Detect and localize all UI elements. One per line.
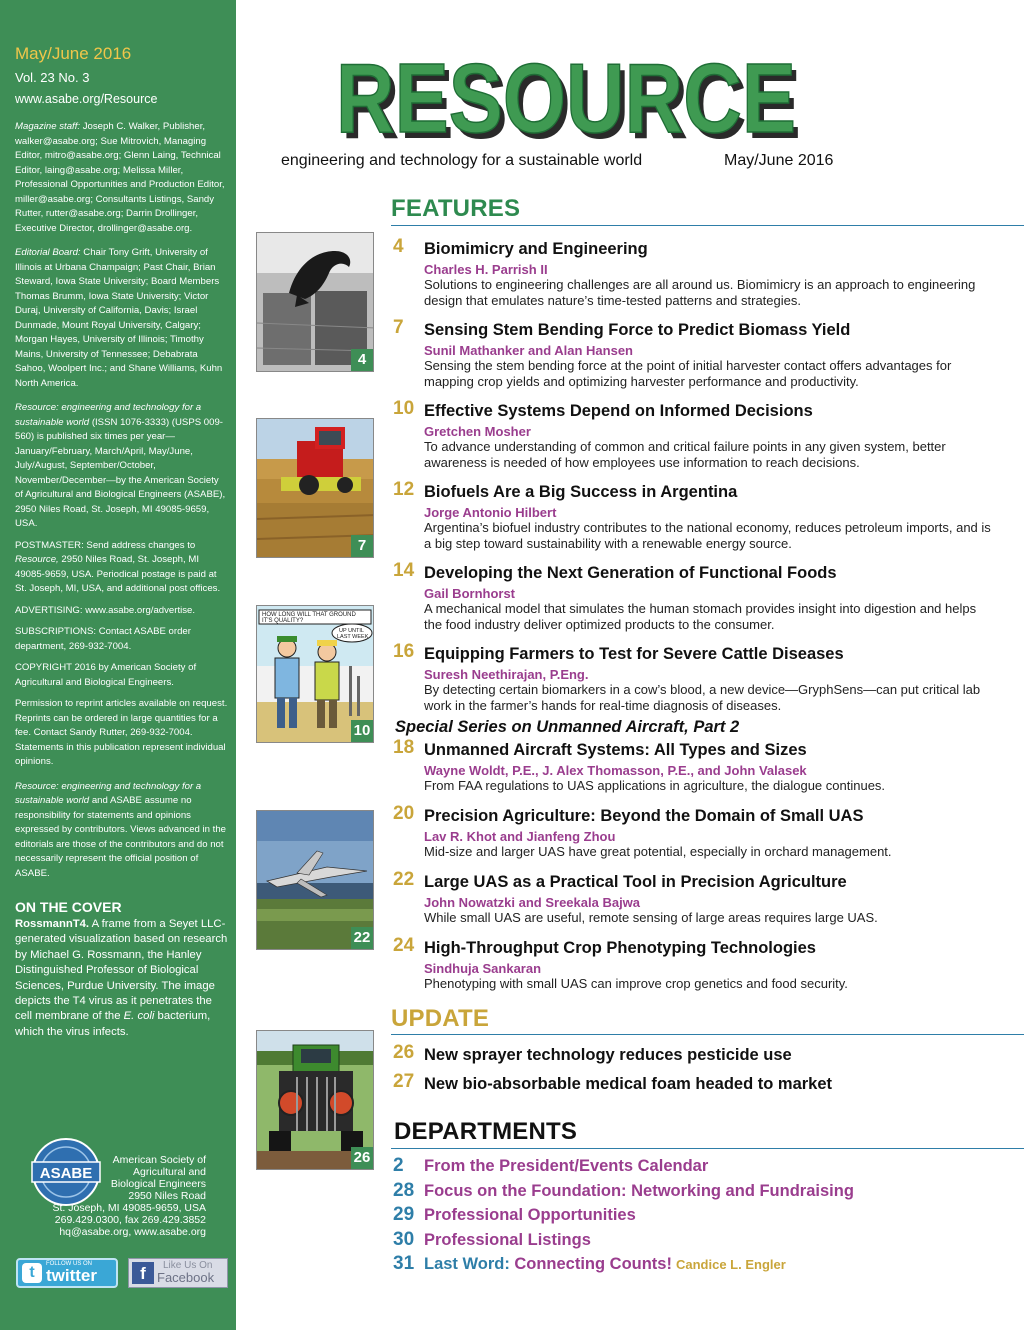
article-title: Effective Systems Depend on Informed Decisions	[424, 402, 813, 420]
pub-label: Resource: engineering and technology for a sustainable world	[15, 402, 202, 428]
article-page: 24	[393, 935, 415, 956]
article-entry[interactable]	[393, 641, 993, 713]
postmaster-block	[15, 539, 228, 597]
advertising-text: ADVERTISING: www.asabe.org/advertise.	[15, 604, 196, 616]
department-entry[interactable]	[393, 1180, 1013, 1202]
article-page: 20	[393, 803, 415, 824]
department-title: Professional Opportunities	[424, 1206, 636, 1224]
departments-heading: DEPARTMENTS	[394, 1118, 578, 1145]
logo-text: RESOURCE	[336, 52, 796, 152]
article-page: 14	[393, 560, 415, 581]
update-entry[interactable]	[393, 1042, 993, 1065]
article-title: Sensing Stem Bending Force to Predict Biomass Yield	[424, 321, 851, 339]
thumbnail-page-badge: 26	[351, 1147, 373, 1169]
cover-end: bacterium, which the virus infects.	[15, 1010, 211, 1038]
twitter-follow-button[interactable]	[16, 1258, 118, 1288]
cover-text	[15, 917, 228, 1040]
staff-text: Joseph C. Walker, Publisher, walker@asabe.org; Sue Mitrovich, Managing Editor, mitro@asabe.org; Glenn Laing, Technical Editor, laing@asabe.org; Melissa Miller, Professional Opportunities and Production Editor, miller@asabe.org; Consultants Listings, Sandy Rutter, rutter@asabe.org; Darrin Drollinger, Executive Director, drollinger@asabe.org.	[15, 121, 225, 234]
postmaster-i: Resource,	[15, 554, 59, 565]
article-entry[interactable]	[393, 935, 993, 992]
article-desc: Phenotyping with small UAS can improve crop genetics and food security.	[424, 976, 848, 991]
article-author: Sindhuja Sankaran	[424, 961, 542, 976]
cartoon-caption-b: IT'S QUALITY?	[262, 618, 304, 624]
address-line: 2950 Niles Road	[128, 1190, 206, 1202]
department-page: 28	[393, 1180, 415, 1201]
update-heading: UPDATE	[391, 1005, 490, 1032]
department-page: 29	[393, 1204, 415, 1225]
twitter-top: FOLLOW US ON	[46, 1261, 93, 1267]
thumbnail-hook[interactable]	[256, 232, 374, 372]
department-title: From the President/Events Calendar	[424, 1157, 709, 1175]
board-label: Editorial Board:	[15, 247, 81, 258]
board-block	[15, 246, 228, 391]
department-entry[interactable]	[393, 1229, 1013, 1251]
update-title: New sprayer technology reduces pesticide use	[424, 1046, 792, 1064]
thumbnail-aircraft[interactable]	[256, 810, 374, 950]
features-heading: FEATURES	[391, 195, 521, 222]
article-page: 7	[393, 317, 404, 338]
article-title: High-Throughput Crop Phenotyping Technologies	[424, 939, 816, 957]
facebook-label: Facebook	[157, 1270, 215, 1285]
department-entry[interactable]	[393, 1253, 1013, 1275]
article-entry[interactable]	[393, 560, 993, 632]
facebook-top: Like Us On	[163, 1260, 213, 1271]
article-page: 16	[393, 641, 415, 662]
address-line: 269.429.0300, fax 269.429.3852	[54, 1214, 206, 1226]
masthead-sidebar	[0, 0, 236, 1330]
facebook-icon: f	[132, 1262, 154, 1284]
sidebar-volume: Vol. 23 No. 3	[15, 70, 90, 85]
thumbnail-cartoon[interactable]	[256, 605, 374, 743]
article-entry[interactable]	[393, 479, 993, 551]
board-text: Chair Tony Grift, University of Illinois at Urbana Champaign; Past Chair, Brian Steward, Iowa State University; Board Members Thomas Brumm, Iowa State University; Victor Duraj, University of California, Davis; Israel Dunmade, Mount Royal University, Calgary; Morgan Hayes, University of Illinois; Timothy Mains, University of Tennessee; Debabrata Sahoo, Woolpert Inc.; and Shane Williams, Kuhn North America.	[15, 247, 223, 389]
asabe-logo-text: ASABE	[39, 1165, 93, 1182]
update-page: 26	[393, 1042, 415, 1063]
article-desc: Argentina’s biofuel industry contributes to the national economy, reduces petroleum imports, and is a big step toward sustainability with a renewable energy source.	[424, 520, 991, 551]
department-title: Professional Listings	[424, 1231, 591, 1249]
article-author: Charles H. Parrish II	[424, 262, 548, 277]
thumbnail-harvester[interactable]	[256, 418, 374, 558]
thumbnail-sprayer[interactable]	[256, 1030, 374, 1170]
update-page: 27	[393, 1071, 415, 1092]
thumbnail-page-badge: 7	[351, 535, 373, 557]
update-rule	[391, 1034, 1024, 1035]
disclaimer-label: Resource: engineering and technology for a sustainable world	[15, 780, 202, 806]
twitter-icon: t	[22, 1263, 42, 1283]
cartoon-caption-c: UP UNTIL	[339, 628, 364, 634]
department-entry[interactable]	[393, 1204, 1013, 1226]
article-desc: By detecting certain biomarkers in a cow’s blood, a new device—GryphSens—can put critical lab work in the farmer’s hands for real-time diagnosis of diseases.	[424, 682, 981, 713]
article-page: 10	[393, 398, 415, 419]
article-author: Jorge Antonio Hilbert	[424, 505, 557, 520]
article-desc: Mid-size and larger UAS have great potential, especially in orchard management.	[424, 844, 892, 859]
staff-block	[15, 120, 228, 236]
departments-rule	[391, 1148, 1024, 1149]
article-author: Wayne Woldt, P.E., J. Alex Thomasson, P.E., and John Valasek	[424, 763, 807, 778]
article-entry[interactable]	[393, 236, 993, 308]
article-author: Sunil Mathanker and Alan Hansen	[424, 343, 634, 358]
article-entry[interactable]	[393, 737, 993, 794]
update-title: New bio-absorbable medical foam headed to market	[424, 1075, 833, 1093]
publication-block	[15, 401, 228, 532]
disclaimer-block	[15, 780, 228, 882]
series-heading: Special Series on Unmanned Aircraft, Part 2	[395, 718, 740, 736]
department-title: Focus on the Foundation: Networking and Fundraising	[424, 1182, 854, 1200]
sidebar-url[interactable]: www.asabe.org/Resource	[15, 92, 158, 106]
facebook-like-button[interactable]	[128, 1258, 228, 1288]
department-entry[interactable]	[393, 1155, 1013, 1177]
article-desc: A mechanical model that simulates the human stomach provides insight into digestion and helps the food industry deliver optimized products to the consumer.	[424, 601, 977, 632]
subscriptions-text: SUBSCRIPTIONS: Contact ASABE order department, 269-932-7004.	[15, 626, 191, 652]
address-line: Biological Engineers	[110, 1178, 206, 1190]
address-line: Agricultural and	[133, 1166, 206, 1178]
article-author: Lav R. Khot and Jianfeng Zhou	[424, 829, 616, 844]
last-word-label: Last Word:	[424, 1255, 510, 1273]
department-page: 31	[393, 1253, 415, 1274]
article-entry[interactable]	[393, 869, 993, 926]
address-line: St. Joseph, MI 49085-9659, USA	[52, 1202, 206, 1214]
article-entry[interactable]	[393, 317, 993, 389]
postmaster-b: 2950 Niles Road, St. Joseph, MI 49085-9659, USA. Periodical postage is paid at St. Joseph, MI, USA, and additional post offices.	[15, 554, 221, 594]
department-author: Candice L. Engler	[675, 1257, 786, 1272]
postmaster-a: POSTMASTER: Send address changes to	[15, 539, 196, 551]
tagline: engineering and technology for a sustainable world	[281, 152, 643, 169]
article-entry[interactable]	[393, 803, 993, 860]
disclaimer-text: and ASABE assume no responsibility for statements and opinions expressed by contributors. Views advanced in the editorials are those of the contributors and do not necessarily represent the official position of ASABE.	[15, 795, 227, 879]
article-desc: Solutions to engineering challenges are all around us. Biomimicry is an approach to engineering design that emulates nature’s time-tested patterns and strategies.	[424, 277, 976, 308]
thumbnail-page-badge: 4	[351, 349, 373, 371]
issue-date: May/June 2016	[724, 152, 834, 169]
article-desc: From FAA regulations to UAS applications in agriculture, the dialogue continues.	[424, 778, 886, 793]
copyright-text: COPYRIGHT 2016 by American Society of Agricultural and Biological Engineers.	[15, 662, 197, 688]
article-desc: While small UAS are useful, remote sensing of large areas requires large UAS.	[424, 910, 878, 925]
article-desc: To advance understanding of common and critical failure points in any given system, better awareness is needed of how employees use information to reach decisions.	[424, 439, 946, 470]
pub-text: (ISSN 1076-3333) (USPS 009-560) is published six times per year—January/February, March/April, May/June, July/August, September/October, November/December—by the American Society of Agricultural and Biological Engineers (ASABE), 2950 Niles Road, St. Joseph, MI 49085-9659, USA.	[15, 416, 226, 529]
update-entry[interactable]	[393, 1071, 993, 1094]
article-title: Biofuels Are a Big Success in Argentina	[424, 483, 738, 501]
thumbnail-page-badge: 10	[351, 720, 373, 742]
department-title: Connecting Counts!	[514, 1255, 672, 1273]
permission-text: Permission to reprint articles available on request. Reprints can be ordered in large quantities for a fee. Contact Sandy Rutter, 269-932-7004. Statements in this publication represent individual opinions.	[15, 698, 228, 767]
article-title: Equipping Farmers to Test for Severe Cattle Diseases	[424, 645, 844, 663]
cartoon-caption-d: LAST WEEK	[337, 634, 369, 640]
article-page: 18	[393, 737, 415, 758]
article-title: Large UAS as a Practical Tool in Precision Agriculture	[424, 873, 847, 891]
article-title: Precision Agriculture: Beyond the Domain of Small UAS	[424, 807, 864, 825]
department-page: 30	[393, 1229, 415, 1250]
address-line: American Society of	[112, 1154, 206, 1166]
article-page: 22	[393, 869, 415, 890]
sidebar-issue: May/June 2016	[15, 44, 132, 63]
article-page: 12	[393, 479, 415, 500]
article-page: 4	[393, 236, 404, 257]
twitter-label: twitter	[46, 1266, 97, 1285]
cover-body: A frame from a Seyet LLC-generated visualization based on research by Michael G. Rossmann, the Hanley Distinguished Professor of Biological Sciences, Purdue University. The image depicts the T4 virus as it penetrates the cell membrane of the	[15, 918, 228, 1023]
article-title: Developing the Next Generation of Functional Foods	[424, 564, 837, 582]
article-author: Gretchen Mosher	[424, 424, 531, 439]
thumbnail-page-badge: 22	[351, 927, 373, 949]
cover-bold: RossmannT4.	[15, 918, 90, 930]
cover-heading: ON THE COVER	[15, 899, 122, 915]
article-title: Unmanned Aircraft Systems: All Types and Sizes	[424, 741, 807, 759]
article-author: John Nowatzki and Sreekala Bajwa	[424, 895, 641, 910]
article-desc: Sensing the stem bending force at the point of initial harvester contact offers advantages for mapping crop yields and optimizing harvester performance and productivity.	[424, 358, 952, 389]
cover-italic: E. coli	[123, 1010, 155, 1023]
staff-label: Magazine staff:	[15, 121, 81, 132]
department-page: 2	[393, 1155, 404, 1176]
features-rule	[391, 225, 1024, 226]
article-entry[interactable]	[393, 398, 993, 470]
article-author: Suresh Neethirajan, P.Eng.	[424, 667, 589, 682]
address-line: hq@asabe.org, www.asabe.org	[59, 1226, 206, 1238]
asabe-address	[52, 1154, 206, 1238]
article-author: Gail Bornhorst	[424, 586, 516, 601]
resource-logo	[333, 52, 803, 152]
article-title: Biomimicry and Engineering	[424, 240, 648, 258]
cartoon-caption-a: HOW LONG WILL THAT GROUND	[262, 612, 356, 618]
logo-shadow: RESOURCE	[341, 52, 801, 152]
